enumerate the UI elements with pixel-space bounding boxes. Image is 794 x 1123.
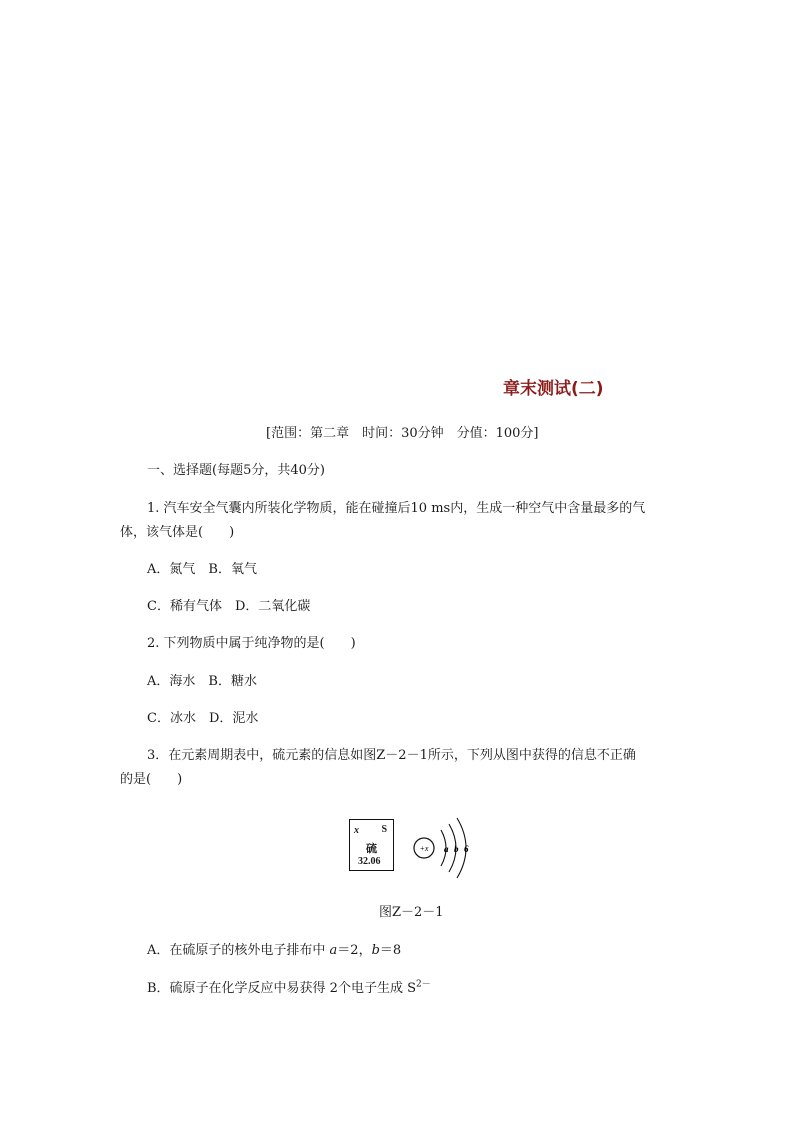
question-1-options-cd: C．稀有气体 D．二氧化碳 [147,599,311,614]
question-1-text: 1. 汽车安全气囊内所装化学物质，能在碰撞后10 ms内，生成一种空气中含量最多的气 [147,501,646,516]
sulfur-figure [349,816,489,882]
atom-structure-diagram [407,816,487,882]
option-a-var-b: b [371,943,380,958]
option-a-prefix: A．在硫原子的核外电子排布中 [147,943,330,958]
nucleus-label: +x [419,844,429,853]
element-name: 硫 [366,843,377,855]
option-a-var-a: a [329,943,338,958]
option-a-end: ＝8 [379,943,402,958]
atomic-number-label: x [354,825,359,836]
question-3-option-b [147,979,431,999]
section-heading: 一、选择题(每题5分，共40分) [147,463,325,478]
shell-b-label: b [454,844,459,854]
element-symbol: S [381,824,387,835]
element-cell [349,819,394,871]
question-1-text-cont: 体，该气体是( ) [120,525,235,540]
test-meta: [范围：第二章 时间：30分钟 分值：100分] [266,426,539,441]
shell-a-label: a [444,844,449,854]
figure-caption: 图Z－2－1 [379,905,444,920]
question-2-options-cd: C．冰水 D．泥水 [147,711,259,726]
option-b-text: B．硫原子在化学反应中易获得 2个电子生成 S [147,981,416,996]
option-a-mid: ＝2， [337,943,372,958]
question-2-options-ab: A．海水 B．糖水 [147,674,257,689]
question-2-text: 2. 下列物质中属于纯净物的是( ) [147,636,356,651]
option-b-superscript: 2－ [416,979,431,990]
shell-c-label: 6 [464,844,469,854]
question-1-options-ab: A．氮气 B．氧气 [147,562,257,577]
question-3-text-cont: 的是( ) [120,772,183,787]
atomic-mass: 32.06 [358,856,381,867]
question-3-option-a [147,941,401,961]
question-3-text: 3．在元素周期表中，硫元素的信息如图Z－2－1所示，下列从图中获得的信息不正确 [147,748,636,763]
page-title: 章末测试(二) [503,379,604,399]
